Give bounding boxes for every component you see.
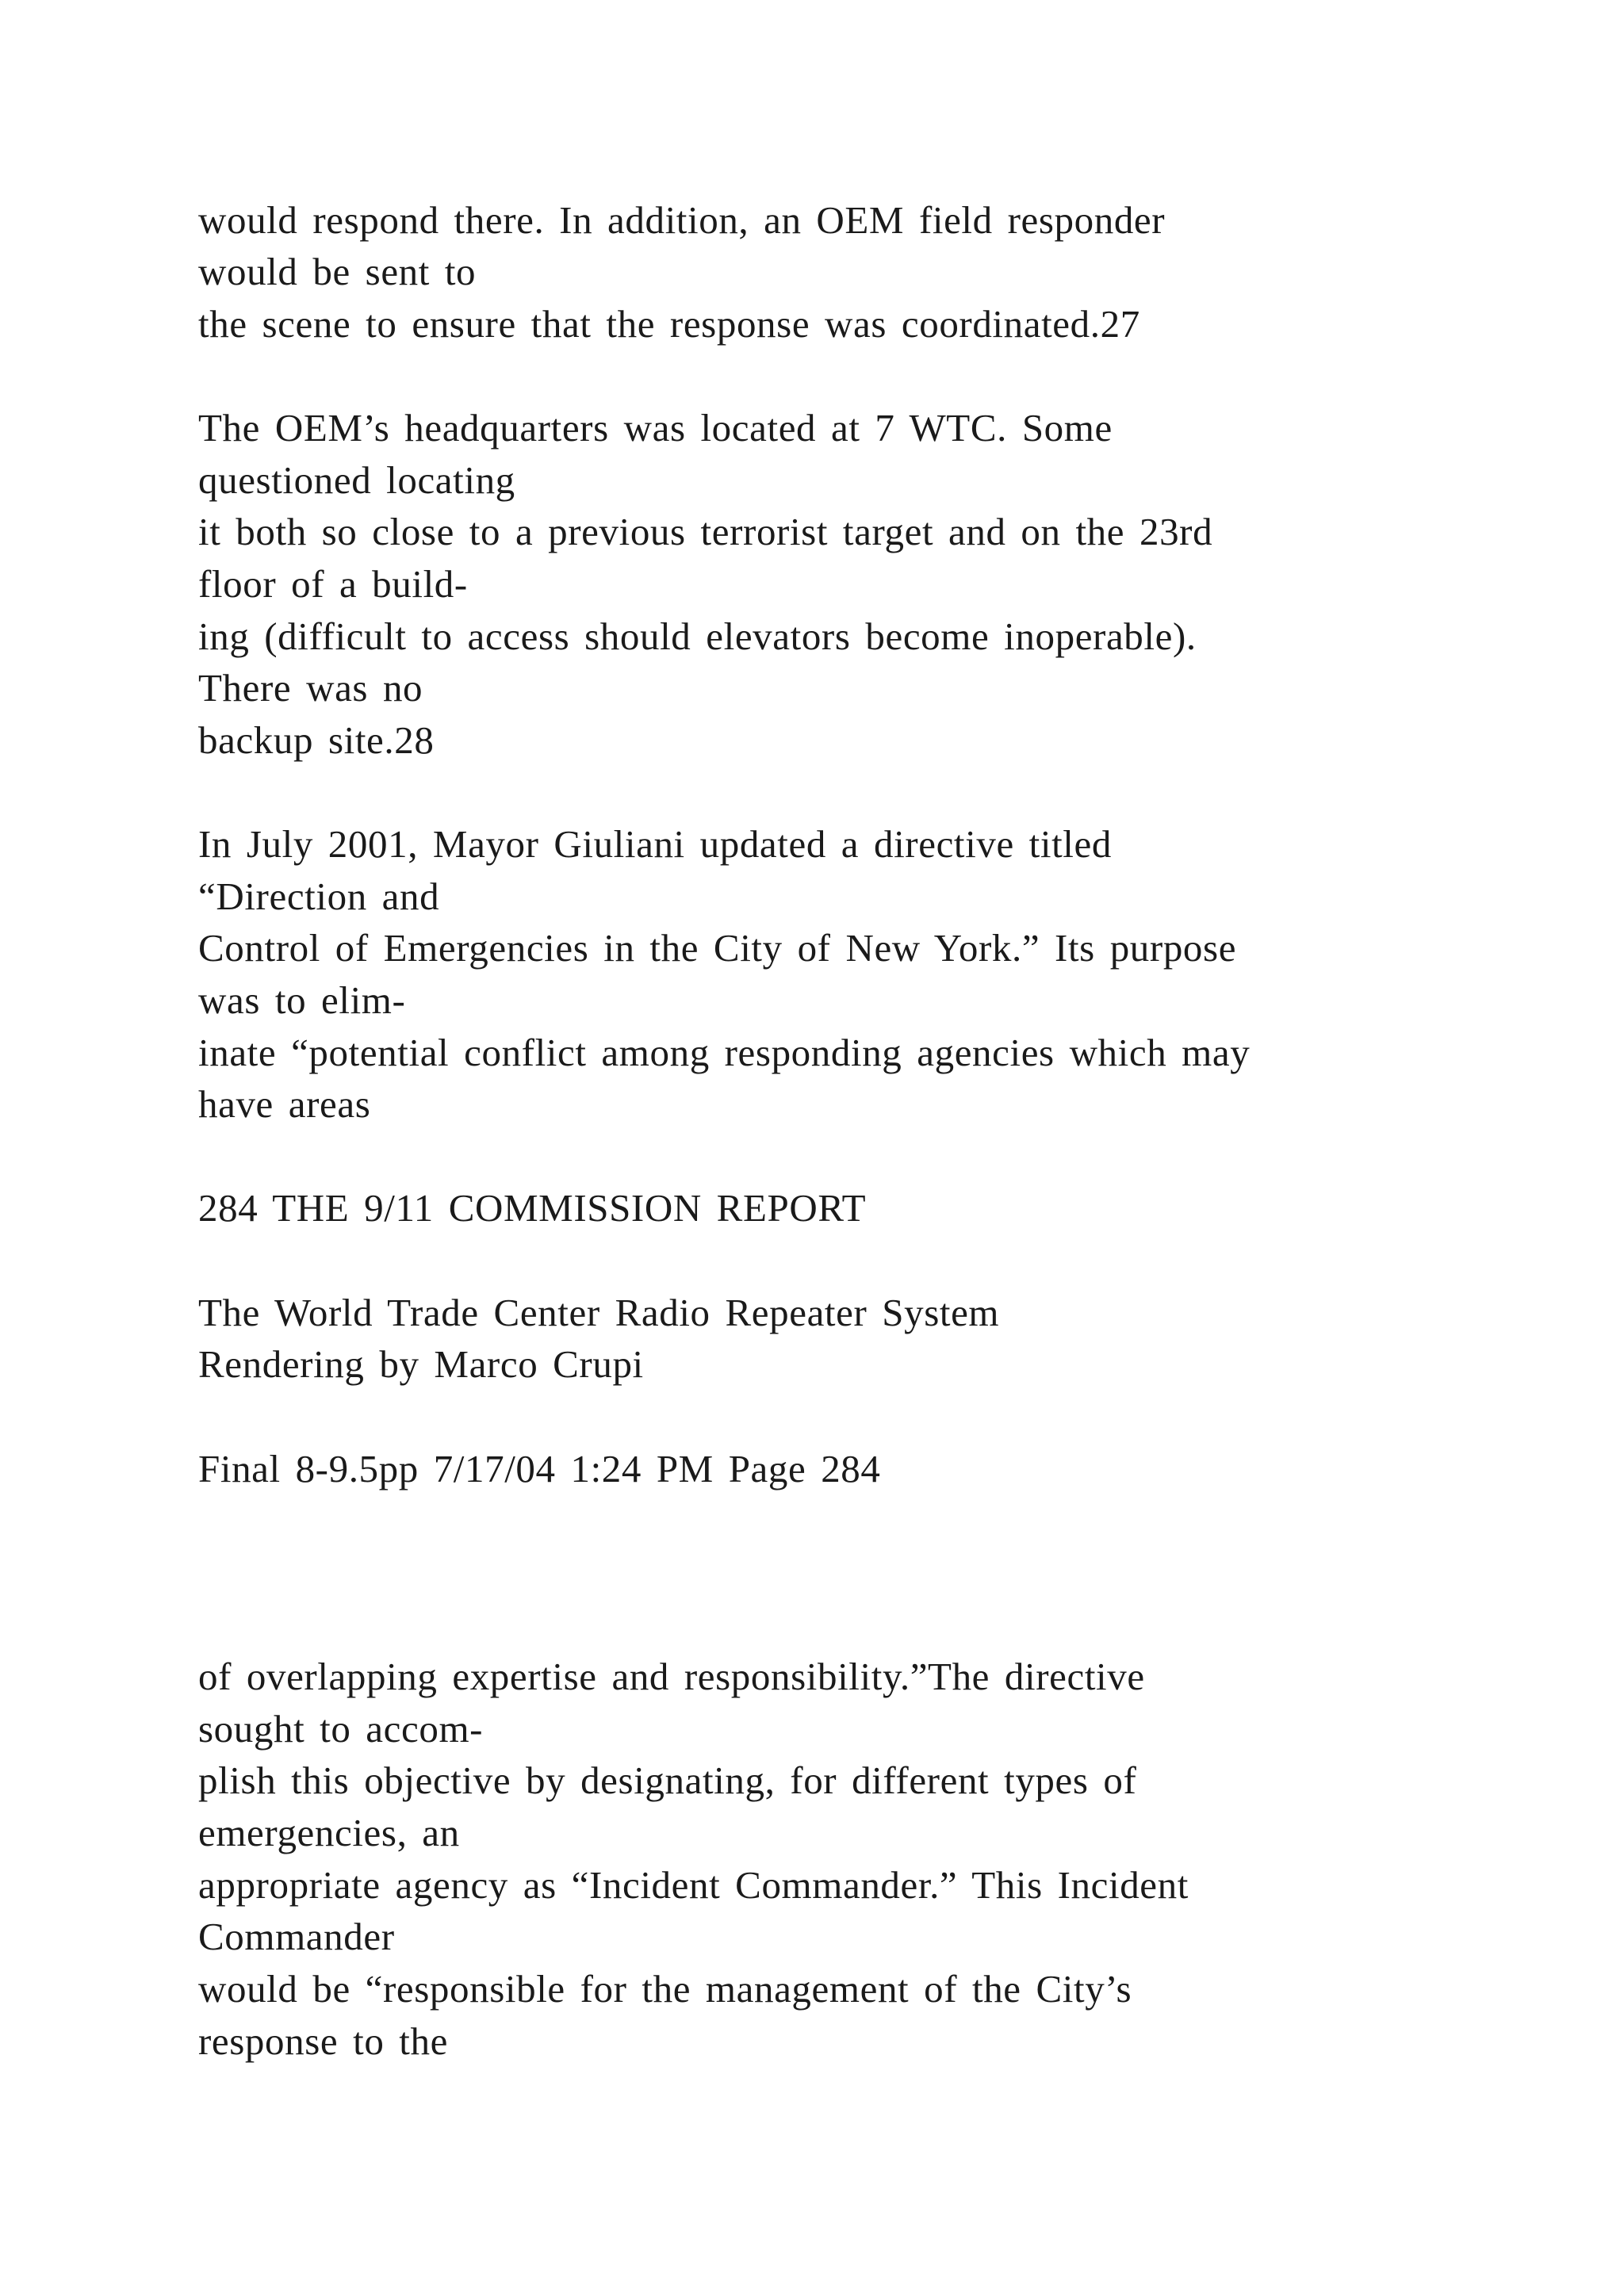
text-line: “Direction and bbox=[198, 874, 440, 918]
print-slug: Final 8-9.5pp 7/17/04 1:24 PM Page 284 bbox=[198, 1447, 881, 1490]
running-footer: 284 THE 9/11 COMMISSION REPORT bbox=[198, 1186, 867, 1230]
text-line: plish this objective by designating, for different types of bbox=[198, 1758, 1137, 1802]
text-line: have areas bbox=[198, 1082, 371, 1126]
text-line: ing (difficult to access should elevators become inoperable). bbox=[198, 614, 1197, 658]
text-line: floor of a build- bbox=[198, 562, 468, 606]
text-line: There was no bbox=[198, 666, 423, 710]
text-line: was to elim- bbox=[198, 978, 406, 1022]
text-line: response to the bbox=[198, 2019, 448, 2063]
text-line: would respond there. In addition, an OEM field responder bbox=[198, 198, 1166, 242]
text-line: would be “responsible for the management of the City’s bbox=[198, 1967, 1132, 2011]
text-line: appropriate agency as “Incident Commander.” This Incident bbox=[198, 1863, 1189, 1907]
text-line: In July 2001, Mayor Giuliani updated a directive titled bbox=[198, 822, 1112, 866]
figure-caption-credit: Rendering by Marco Crupi bbox=[198, 1342, 644, 1386]
text-line: The OEM’s headquarters was located at 7 WTC. Some bbox=[198, 406, 1113, 450]
text-line: of overlapping expertise and responsibility.”The directive bbox=[198, 1655, 1145, 1698]
text-line: inate “potential conflict among responding agencies which may bbox=[198, 1031, 1251, 1074]
figure-caption-title: The World Trade Center Radio Repeater System bbox=[198, 1291, 1000, 1334]
text-line: it both so close to a previous terrorist target and on the 23rd bbox=[198, 510, 1213, 553]
text-line: questioned locating bbox=[198, 458, 515, 502]
text-line: sought to accom- bbox=[198, 1707, 484, 1751]
text-line: the scene to ensure that the response was coordinated.27 bbox=[198, 302, 1140, 346]
text-line: emergencies, an bbox=[198, 1811, 460, 1854]
text-line: backup site.28 bbox=[198, 718, 435, 762]
text-line: would be sent to bbox=[198, 250, 477, 293]
text-line: Control of Emergencies in the City of New York.” Its purpose bbox=[198, 926, 1237, 970]
text-line: Commander bbox=[198, 1915, 395, 1958]
